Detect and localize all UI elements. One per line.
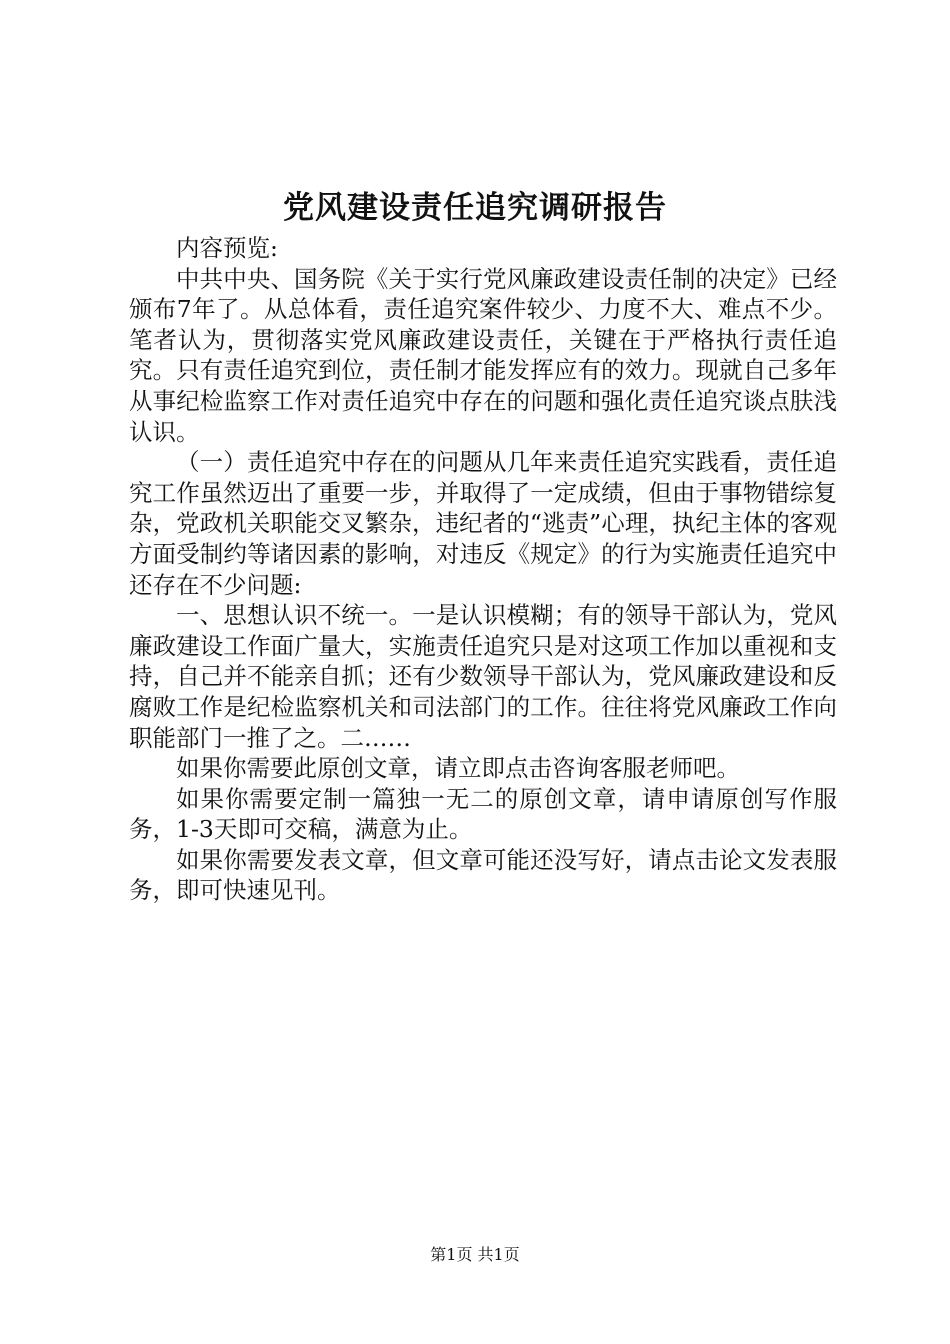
paragraph-consult-service: 如果你需要此原创文章，请立即点击咨询客服老师吧。 [176,754,740,783]
paragraph-intro: 中共中央、国务院《关于实行党风廉政建设责任制的决定》已经颁布7年了。从总体看，责任追究案件较少、力度不大、难点不少。笔者认为，贯彻落实党风廉政建设责任，关键在于严格执行责任追究。只有责任追究到位，责任制才能发挥应有的效力。现就自己多年从事纪检监察工作对责任追究中存在的问题和强化责任追究谈点肤浅认识。 [129,264,837,446]
paragraph-publish-service: 如果你需要发表文章，但文章可能还没写好，请点击论文发表服务，即可快速见刊。 [129,845,837,905]
paragraph-point-one: 一、思想认识不统一。一是认识模糊；有的领导干部认为，党风廉政建设工作面广量大，实施责任追究只是对这项工作加以重视和支持，自己并不能亲自抓；还有少数领导干部认为，党风廉政建设和反腐败工作是纪检监察机关和司法部门的工作。往往将党风廉政工作向职能部门一推了之。二…… [129,601,837,752]
paragraph-custom-writing: 如果你需要定制一篇独一无二的原创文章，请申请原创写作服务，1-3天即可交稿，满意为止。 [129,784,837,844]
preview-label: 内容预览: [176,234,278,262]
paragraph-problems: （一）责任追究中存在的问题从几年来责任追究实践看，责任追究工作虽然迈出了重要一步，并取得了一定成绩，但由于事物错综复杂，党政机关职能交叉繁杂，违纪者的“逃责”心理，执纪主体的客观方面受制约等诸因素的影响，对违反《规定》的行为实施责任追究中还存在不少问题: [129,448,837,599]
page-number-footer: 第1页 共1页 [430,1245,520,1264]
document-body [129,233,837,906]
document-title: 党风建设责任追究调研报告 [283,190,667,226]
